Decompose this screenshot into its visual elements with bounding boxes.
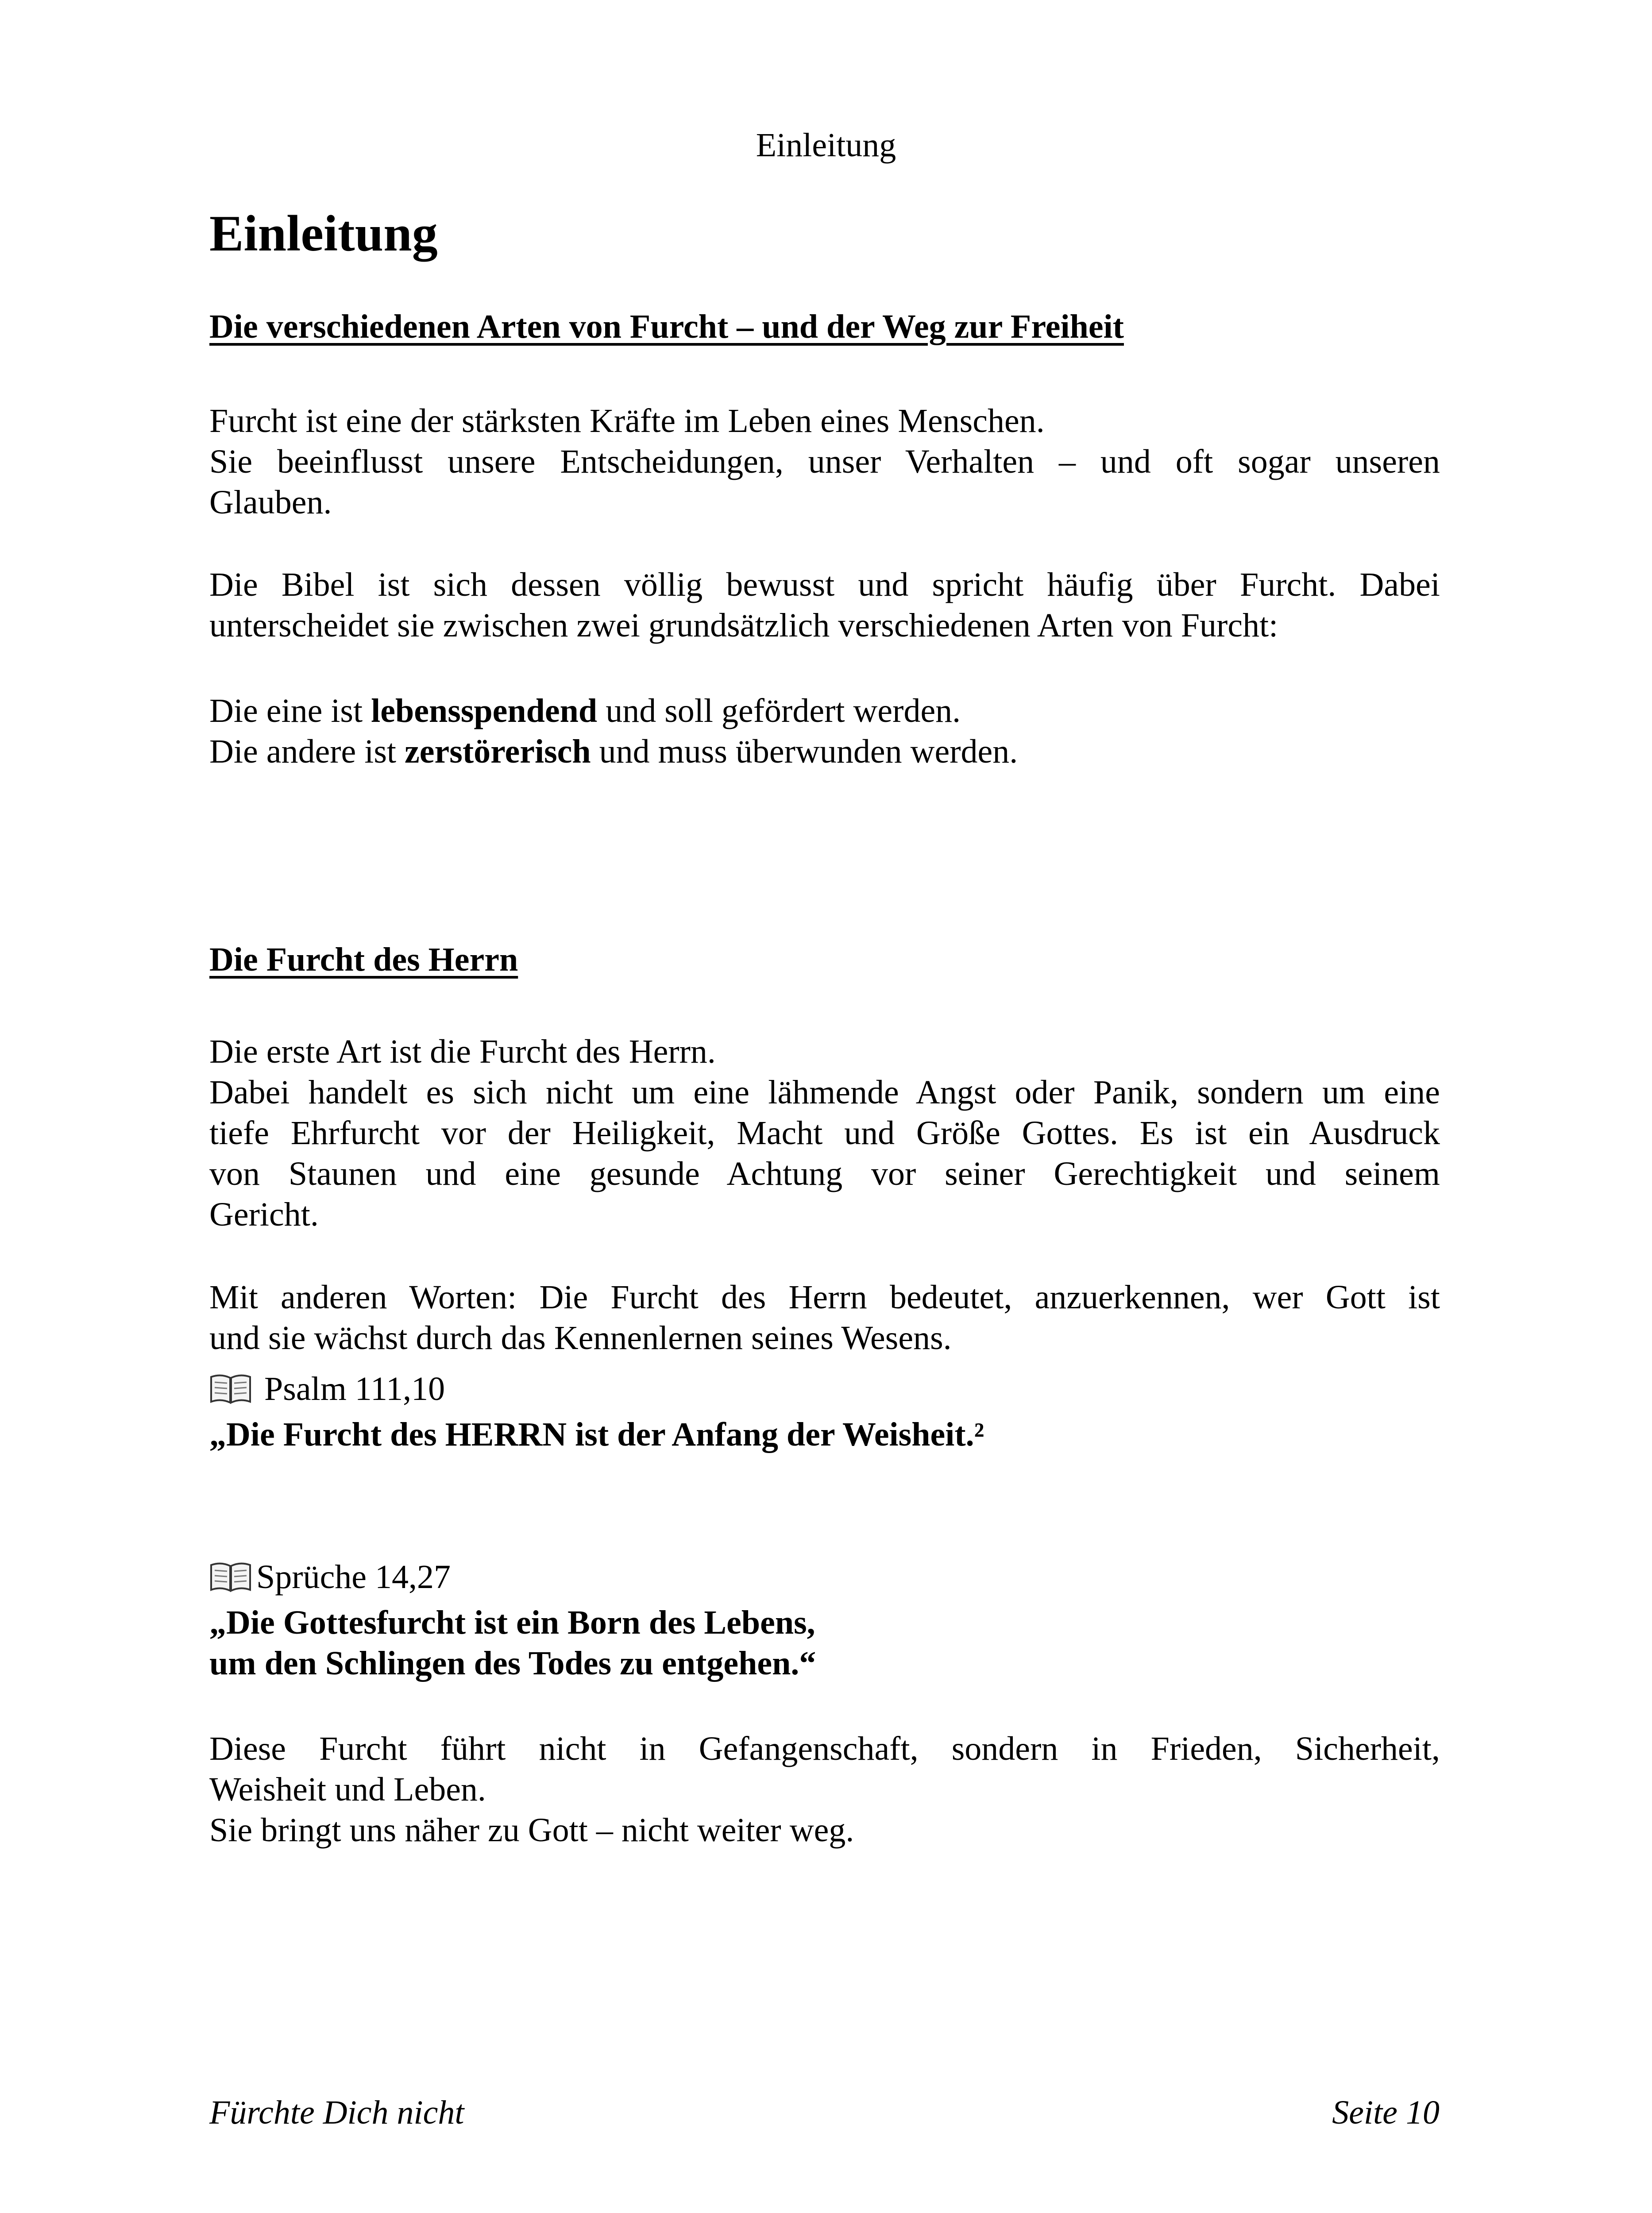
text-run: Die eine ist [209,692,371,729]
text-line [209,690,1440,731]
text-run: Die andere ist [209,733,405,770]
emphasis-zerstoererisch: zerstörerisch [405,733,591,770]
emphasis-lebensspendend: lebensspendend [371,692,598,729]
running-header: Einleitung [756,127,896,164]
text-line: Weisheit und Leben. [209,1771,486,1808]
text-line: Furcht ist eine der stärksten Kräfte im Leben eines Menschen. [209,402,1045,440]
footer-page-number: Seite 10 [1332,2094,1440,2131]
text-line: Die Bibel ist sich dessen völlig bewusst und spricht häufig über Furcht. Dabei [209,566,1440,603]
text-line: und sie wächst durch das Kennenlernen seines Wesens. [209,1319,952,1357]
reference-label: Sprüche 14,27 [256,1558,451,1596]
text-line: Die erste Art ist die Furcht des Herrn. [209,1033,716,1070]
quote-line: um den Schlingen des Todes zu entgehen.“ [209,1645,816,1682]
text-line: Sie bringt uns näher zu Gott – nicht weiter weg. [209,1812,854,1849]
text-line [209,731,1440,772]
paragraph-erste-art [209,1031,1440,1235]
quote-line: „Die Gottesfurcht ist ein Born des Lebens, [209,1604,815,1641]
text-line: von Staunen und eine gesunde Achtung vor seiner Gerechtigkeit und seinem [209,1155,1440,1192]
reference-label: Psalm 111,10 [264,1370,445,1407]
text-line: unterscheidet sie zwischen zwei grundsätzlich verschiedenen Arten von Furcht: [209,607,1278,644]
paragraph-intro [209,401,1440,523]
text-line: Glauben. [209,484,332,521]
section-heading-arten: Die verschiedenen Arten von Furcht – und der Weg zur Freiheit [209,308,1124,345]
bible-quote-sprueche [209,1602,816,1684]
bible-reference-psalm [209,1372,445,1406]
paragraph-bibel [209,564,1440,646]
bible-reference-sprueche [209,1560,451,1594]
open-book-icon [209,1561,252,1592]
footer-book-title: Fürchte Dich nicht [209,2094,464,2131]
text-line: Mit anderen Worten: Die Furcht des Herrn bedeutet, anzuerkennen, wer Gott ist [209,1279,1440,1316]
text-line: Diese Furcht führt nicht in Gefangenschaft, sondern in Frieden, Sicherheit, [209,1730,1440,1767]
text-line: Gericht. [209,1196,319,1233]
paragraph-arten [209,690,1440,772]
paragraph-diese-furcht [209,1728,1440,1851]
text-line: Sie beeinflusst unsere Entscheidungen, unser Verhalten – und oft sogar unseren [209,443,1440,480]
text-line: Dabei handelt es sich nicht um eine lähmende Angst oder Panik, sondern um eine [209,1074,1440,1111]
page-title: Einleitung [209,205,438,262]
text-line: tiefe Ehrfurcht vor der Heiligkeit, Macht und Größe Gottes. Es ist ein Ausdruck [209,1114,1440,1152]
section-heading-furcht-des-herrn: Die Furcht des Herrn [209,941,518,978]
open-book-icon [209,1373,252,1404]
paragraph-mit-anderen-worten [209,1277,1440,1358]
text-run: und soll gefördert werden. [597,692,961,729]
text-run: und muss überwunden werden. [591,733,1018,770]
bible-quote-psalm: „Die Furcht des HERRN ist der Anfang der Weisheit.² [209,1416,984,1453]
